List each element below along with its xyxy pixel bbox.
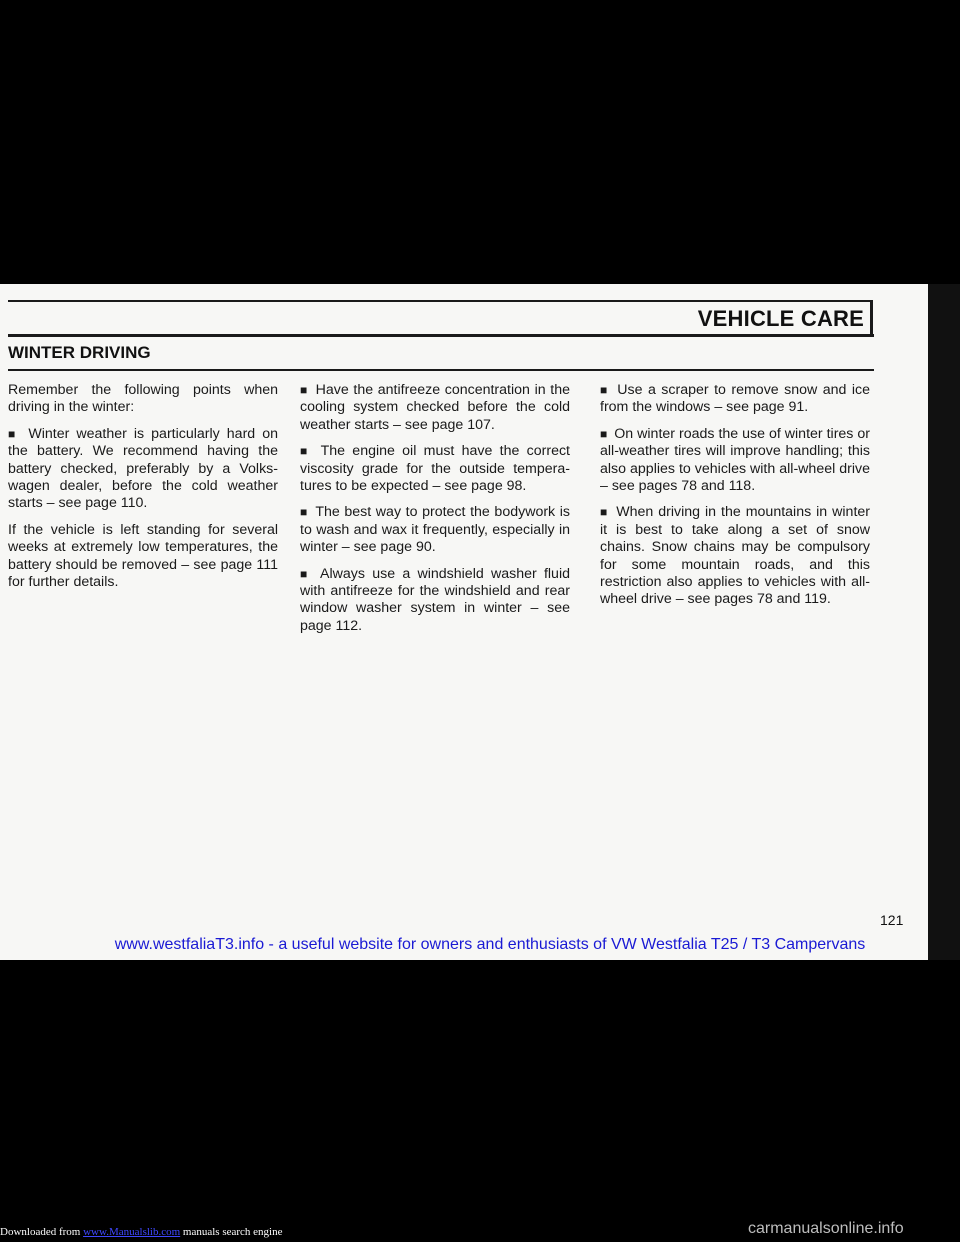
bullet-icon: ■ (300, 383, 308, 397)
bullet-icon: ■ (300, 566, 311, 581)
watermark: carmanualsonline.info (748, 1220, 904, 1237)
page-edge-shadow (928, 284, 960, 960)
bullet-icon: ■ (300, 444, 311, 459)
text-column-2 (300, 382, 570, 644)
bullet-paragraph (300, 566, 570, 636)
bullet-text: Have the antifreeze concentration in the cooling system checked before the cold weather starts – see page 107. (300, 382, 570, 433)
bullet-paragraph (8, 426, 278, 513)
bullet-text: Use a scraper to remove snow and ice from the windows – see page 91. (600, 382, 870, 416)
bullet-text: On winter roads the use of winter tires or all-weather tires will improve handling; this also applies to vehicles with all-wheel drive – see pages 78 and 118. (600, 425, 870, 495)
text-column-1 (8, 382, 278, 600)
bullet-paragraph (300, 504, 570, 556)
bullet-paragraph (300, 382, 570, 434)
header-rule-tick (870, 300, 873, 336)
text-column-3 (600, 382, 870, 618)
bullet-text: The best way to protect the bodywork is to wash and wax it frequently, especially in winter – see page 90. (300, 504, 571, 556)
section-rule (8, 369, 874, 371)
bullet-icon: ■ (600, 505, 609, 520)
section-title: WINTER DRIVING (8, 343, 151, 362)
footer-suffix: manuals search engine (182, 1226, 283, 1238)
bullet-icon: ■ (600, 426, 608, 441)
bullet-icon: ■ (8, 426, 19, 441)
bullet-text: When driving in the mountains in winter it is best to take along a set of snow chains. Snow chains may be compulsory for some mountain roads, and this restriction also applies to vehicles with all-wheel drive – see pages 78 and 119. (600, 504, 870, 608)
bullet-icon: ■ (300, 505, 308, 520)
bullet-text: The engine oil must have the correct viscosity grade for the outside temperatures to be expected – see page 98. (300, 443, 571, 495)
bullet-text: Winter weather is particularly hard on the battery. We recommend having the battery checked, preferably by a Volkswagen dealer, before the cold weather starts – see page 110. (8, 425, 278, 512)
bullet-paragraph (600, 382, 870, 417)
bullet-paragraph (300, 443, 570, 495)
header-rule-top (8, 300, 872, 302)
body-paragraph: If the vehicle is left standing for several weeks at extremely low temperatures, the battery should be removed – see page 111 for further details. (8, 521, 278, 591)
download-footer (0, 1226, 282, 1238)
bullet-text: Always use a windshield washer fluid with antifreeze for the windshield and rear window washer system in winter – see page 112. (300, 565, 570, 634)
bullet-paragraph (600, 504, 870, 608)
manualslib-link[interactable]: www.Manualslib.com (83, 1226, 181, 1238)
intro-paragraph: Remember the following points when driving in the winter: (8, 382, 278, 416)
bullet-icon: ■ (600, 383, 609, 397)
bullet-paragraph (600, 426, 870, 496)
page-number: 121 (880, 912, 904, 928)
header-rule-bottom (8, 334, 874, 337)
footer-prefix: Downloaded from (0, 1226, 81, 1238)
chapter-title: VEHICLE CARE (697, 306, 864, 331)
website-banner: www.westfaliaT3.info - a useful website for owners and enthusiasts of VW Westfalia T25 / T3 Campervans (114, 936, 866, 953)
